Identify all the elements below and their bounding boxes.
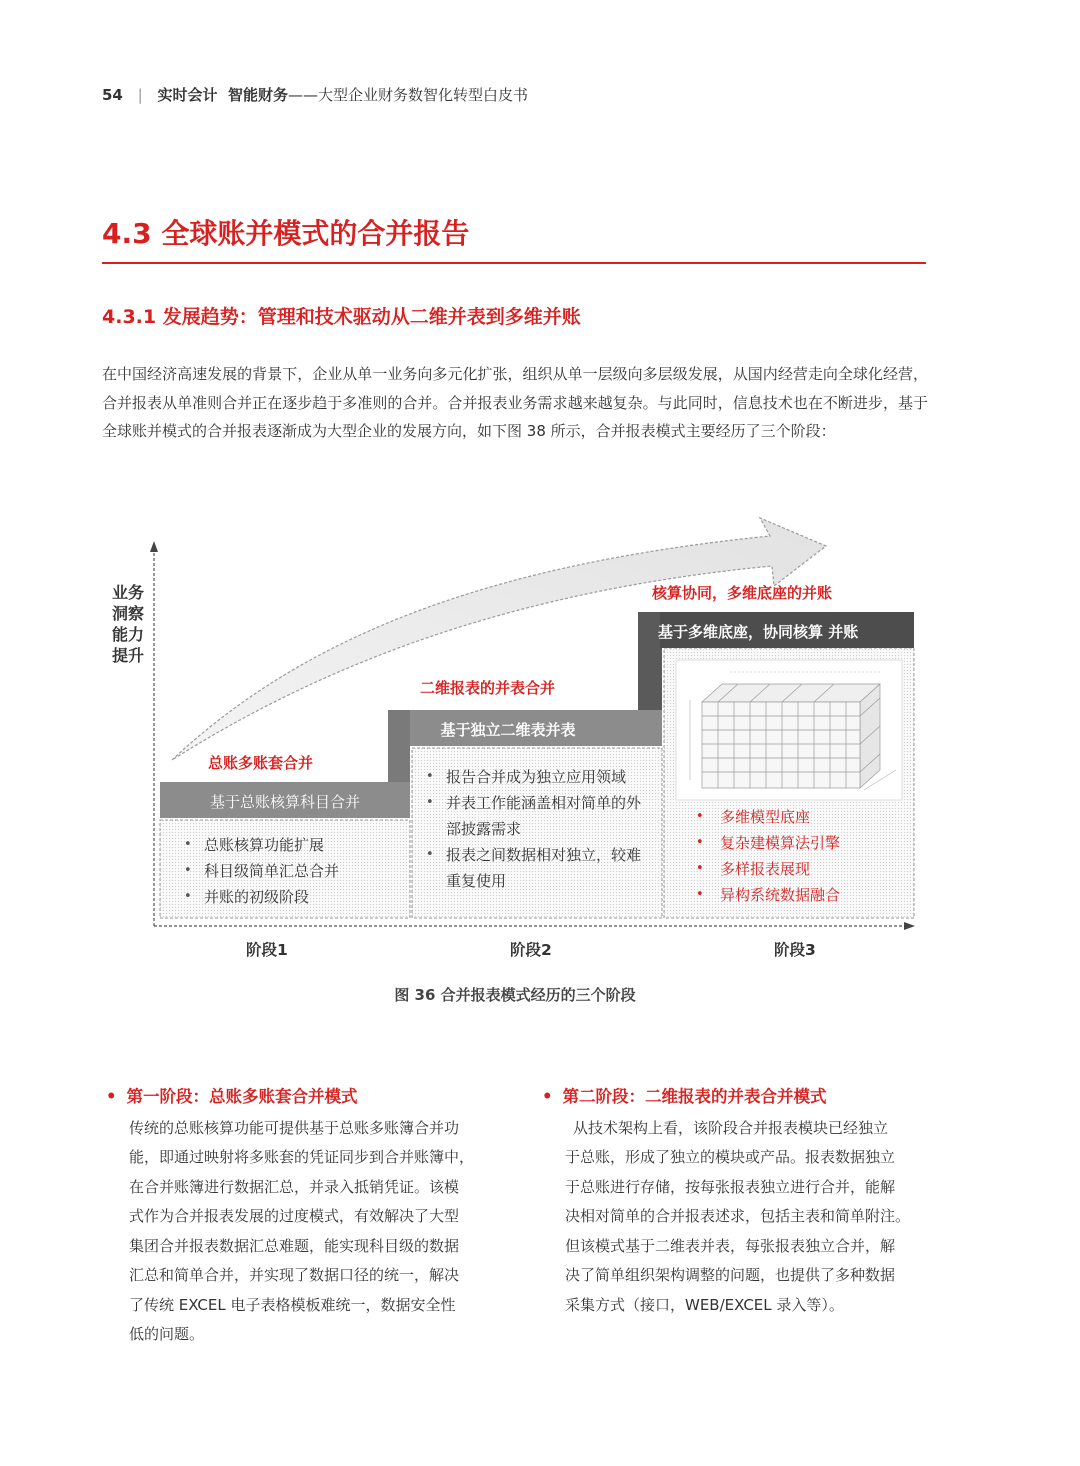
column-stage-two — [542, 1082, 932, 1320]
cube-illustration — [676, 660, 902, 800]
column-title-text: 第一阶段：总账多账套合并模式 — [126, 1087, 358, 1106]
page-number: 54 — [102, 86, 123, 104]
body-line: 从技术架构上看，该阶段合并报表模块已经独立 — [573, 1118, 889, 1137]
section-heading: 4.3 全球账并模式的合并报告 — [102, 217, 470, 250]
body-line: 集团合并报表数据汇总难题，能实现科目级的数据 — [129, 1236, 460, 1255]
body-line: 传统的总账核算功能可提供基于总账多账簿合并功 — [129, 1118, 460, 1137]
body-line: 在合并账簿进行数据汇总，并录入抵销凭证。该模 — [129, 1177, 460, 1196]
column-body — [542, 1114, 932, 1321]
stage3-bar-label: 基于多维底座，协同核算 并账 — [658, 623, 859, 641]
body-line: 式作为合并报表发展的过度模式，有效解决了大型 — [129, 1207, 460, 1225]
stage3-bullet: • 多样报表展现 — [694, 856, 904, 882]
stage2-red-title: 二维报表的并表合并 — [420, 679, 556, 697]
body-line: 于总账进行存储，按每张报表独立进行合并，能解 — [565, 1177, 896, 1196]
stage1-x-label: 阶段1 — [246, 941, 288, 959]
body-line: 能，即通过映射将多账套的凭证同步到合并账簿中， — [129, 1148, 475, 1166]
stage1-bullet: • 总账核算功能扩展 — [182, 832, 402, 858]
column-title-text: 第二阶段：二维报表的并表合并模式 — [562, 1087, 827, 1106]
x-axis-arrowhead — [904, 922, 915, 930]
stage2-bullet: • 并表工作能涵盖相对简单的外部披露需求 — [424, 790, 654, 842]
stage2-bullet: • 报告合并成为独立应用领域 — [424, 764, 654, 790]
y-axis-arrowhead — [150, 541, 158, 552]
stage1-bullet: • 科目级简单汇总合并 — [182, 858, 402, 884]
body-line: 汇总和简单合并，并实现了数据口径的统一，解决 — [129, 1266, 460, 1284]
stage3-x-label: 阶段3 — [774, 941, 816, 959]
subsection-heading: 4.3.1 发展趋势：管理和技术驱动从二维并表到多维并账 — [102, 306, 581, 328]
header-title-rest: ——大型企业财务数智化转型白皮书 — [287, 86, 528, 104]
body-line: 采集方式（接口，WEB/EXCEL 录入等）。 — [565, 1295, 844, 1314]
stage3-red-title: 核算协同，多维底座的并账 — [652, 584, 833, 602]
body-line: 但该模式基于二维表并表，每张报表独立合并，解 — [565, 1236, 896, 1255]
body-line: 低的问题。 — [129, 1325, 205, 1343]
stage1-bullet: • 并账的初级阶段 — [182, 884, 402, 910]
stage1-bullets — [182, 832, 402, 910]
column-title: • 第一阶段：总账多账套合并模式 — [106, 1087, 358, 1106]
body-line: 决相对简单的合并报表述求，包括主表和简单附注。 — [565, 1207, 911, 1225]
stage3-bullet: • 异构系统数据融合 — [694, 882, 904, 908]
header-title-bold: 实时会计 智能财务 — [157, 86, 288, 104]
body-line: 决了简单组织架构调整的问题，也提供了多种数据 — [565, 1266, 896, 1284]
column-title: • 第二阶段：二维报表的并表合并模式 — [542, 1087, 827, 1106]
stage1-red-title: 总账多账套合并 — [208, 754, 314, 772]
y-axis-label: 业务洞察能力提升 — [111, 583, 144, 665]
body-line: 了传统 EXCEL 电子表格模板难统一，数据安全性 — [129, 1295, 456, 1314]
intro-paragraph: 在中国经济高速发展的背景下，企业从单一业务向多元化扩张，组织从单一层级向多层级发展，从国内经营走向全球化经营，合并报表从单准则合并正在逐步趋于多准则的合并。合并报表业务需求越来越复杂。与此同时，信息技术也在不断进步，基于全球账并模式的合并报表逐渐成为大型企业的发展方向，如下图 38 所示，合并报表模式主要经历了三个阶段： — [102, 365, 928, 440]
stage2-bar-label: 基于独立二维表并表 — [440, 721, 576, 739]
header-divider: | — [137, 86, 143, 104]
stage3-bullet: • 多维模型底座 — [694, 804, 904, 830]
column-stage-one — [106, 1082, 496, 1350]
figure-caption: 图 36 合并报表模式经历的三个阶段 — [394, 986, 636, 1004]
stage3-bullets — [694, 804, 904, 908]
stage2-bullets — [424, 764, 654, 894]
column-body — [106, 1114, 496, 1350]
stage2-x-label: 阶段2 — [510, 941, 552, 959]
stage1-bar-label: 基于总账核算科目合并 — [209, 793, 360, 811]
stage3-bullet: • 复杂建模算法引擎 — [694, 830, 904, 856]
stage2-bullet: • 报表之间数据相对独立，较难重复使用 — [424, 842, 654, 894]
body-line: 于总账，形成了独立的模块或产品。报表数据独立 — [565, 1148, 896, 1166]
